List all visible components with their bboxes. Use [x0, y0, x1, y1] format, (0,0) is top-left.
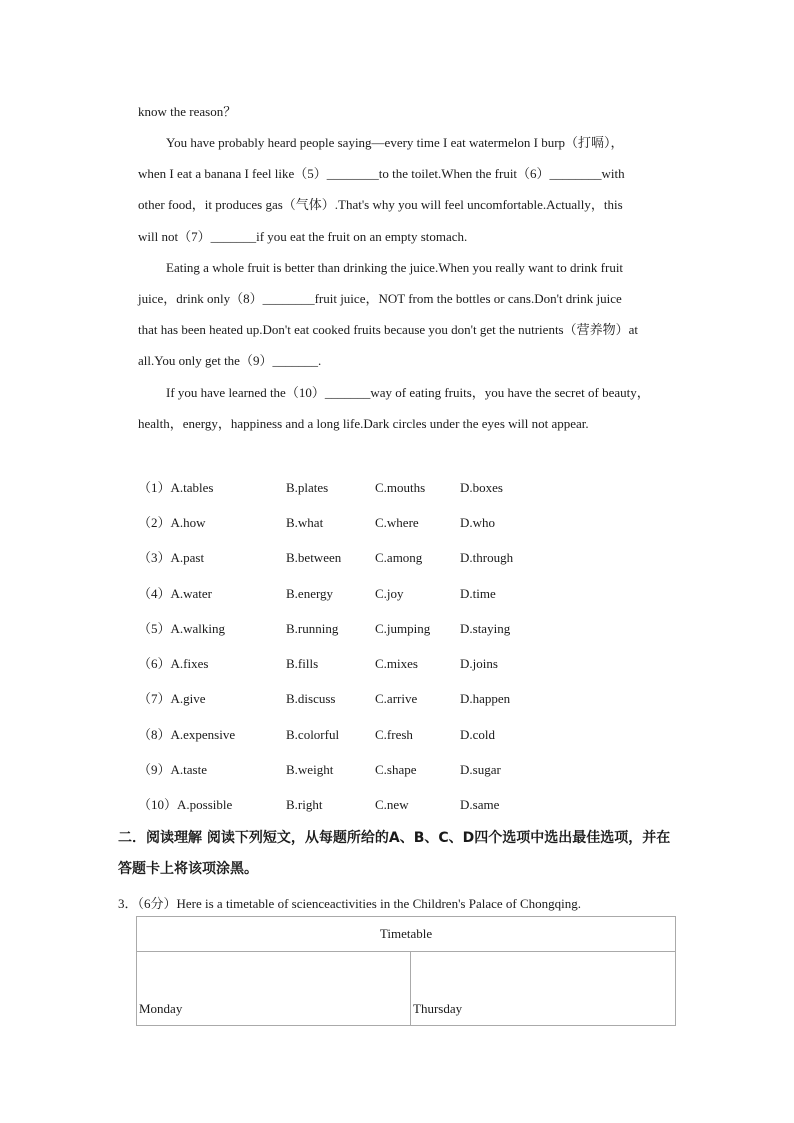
- timetable-col-monday: Monday: [137, 952, 411, 1026]
- option-a: （2）A.how: [138, 515, 206, 530]
- option-c: C.arrive: [375, 691, 418, 706]
- passage-line: all.You only get the（9）_______.: [138, 353, 322, 368]
- option-d: D.cold: [460, 727, 496, 742]
- passage-line: If you have learned the（10）_______way of eating fruits，you have the secret of beauty，: [166, 385, 650, 400]
- option-d: D.sugar: [460, 762, 501, 777]
- option-c: C.fresh: [375, 727, 413, 742]
- option-b: B.what: [286, 515, 324, 530]
- option-a: （4）A.water: [138, 586, 213, 601]
- option-b: B.right: [286, 797, 323, 812]
- option-d: D.time: [460, 586, 496, 601]
- passage-line: will not（7）_______if you eat the fruit on an empty stomach.: [138, 229, 468, 244]
- option-b: B.weight: [286, 762, 334, 777]
- option-c: C.jumping: [375, 621, 431, 636]
- option-a: （10）A.possible: [138, 797, 233, 812]
- option-d: D.through: [460, 550, 514, 565]
- option-a: （9）A.taste: [138, 762, 207, 777]
- option-b: B.discuss: [286, 691, 336, 706]
- option-a: （3）A.past: [138, 550, 205, 565]
- section-heading: 二．阅读理解 阅读下列短文，从每题所给的A、B、C、D四个选项中选出最佳选项，并在: [118, 830, 671, 846]
- option-a: （5）A.walking: [138, 621, 226, 636]
- option-d: D.same: [460, 797, 500, 812]
- option-b: B.between: [286, 550, 342, 565]
- option-d: D.boxes: [460, 480, 503, 495]
- option-c: C.joy: [375, 586, 404, 601]
- passage-line: when I eat a banana I feel like（5）________to the toilet.When the fruit（6）________with: [138, 166, 625, 181]
- passage-line: that has been heated up.Don't eat cooked fruits because you don't get the nutrients（营养物）at: [138, 322, 638, 337]
- option-c: C.mixes: [375, 656, 418, 671]
- option-c: C.mouths: [375, 480, 426, 495]
- option-b: B.fills: [286, 656, 319, 671]
- timetable: [136, 916, 676, 1026]
- option-c: C.new: [375, 797, 409, 812]
- option-a: （8）A.expensive: [138, 727, 236, 742]
- passage-line: Eating a whole fruit is better than drinking the juice.When you really want to drink fruit: [166, 260, 624, 275]
- option-c: C.among: [375, 550, 423, 565]
- section-heading-continued: 答题卡上将该项涂黑。: [118, 861, 258, 877]
- option-a: （1）A.tables: [138, 480, 214, 495]
- option-c: C.where: [375, 515, 419, 530]
- timetable-title: Timetable: [137, 917, 676, 952]
- option-d: D.who: [460, 515, 496, 530]
- passage-line: other food，it produces gas（气体）.That's why you will feel uncomfortable.Actually，this: [138, 197, 623, 212]
- option-d: D.staying: [460, 621, 511, 636]
- option-c: C.shape: [375, 762, 417, 777]
- question-3-intro: 3．（6分）Here is a timetable of scienceactivities in the Children's Palace of Chongqing.: [118, 896, 581, 911]
- option-d: D.joins: [460, 656, 498, 671]
- option-b: B.running: [286, 621, 339, 636]
- timetable-col-thursday: Thursday: [411, 952, 676, 1026]
- option-b: B.energy: [286, 586, 334, 601]
- option-a: （6）A.fixes: [138, 656, 209, 671]
- passage-line: health，energy，happiness and a long life.Dark circles under the eyes will not appear.: [138, 416, 589, 431]
- passage-line: You have probably heard people saying—every time I eat watermelon I burp（打嗝），: [166, 135, 624, 150]
- option-b: B.plates: [286, 480, 329, 495]
- passage-line: know the reason？: [138, 104, 237, 119]
- passage-line: juice，drink only（8）________fruit juice，NOT from the bottles or cans.Don't drink juice: [138, 291, 622, 306]
- option-a: （7）A.give: [138, 691, 206, 706]
- option-b: B.colorful: [286, 727, 340, 742]
- option-d: D.happen: [460, 691, 511, 706]
